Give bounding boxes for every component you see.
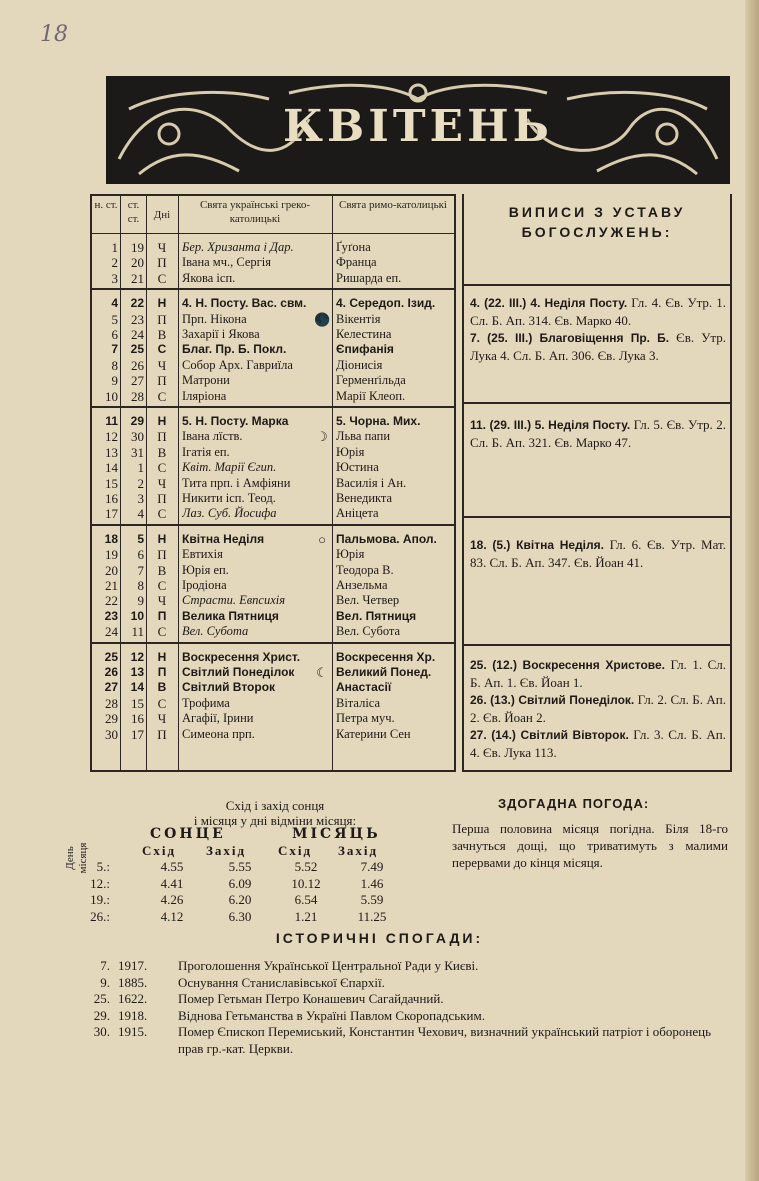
day-cell: 5.:	[96, 859, 110, 874]
rubric-block-2	[470, 416, 726, 451]
history-title: ІСТОРИЧНІ СПОГАДИ:	[275, 930, 484, 946]
greek-feast: Матрони	[182, 373, 230, 388]
sun-moon-title-line2: і місяця у дні відміни місяця:	[193, 813, 357, 828]
moon-rise-cell: 5.52	[294, 859, 318, 874]
day-of-week: С	[157, 506, 167, 522]
greek-feast: Прп. Нікона	[182, 311, 247, 326]
greek-feast: Якова ісп.	[182, 270, 236, 285]
day-new-style: 9	[111, 373, 118, 389]
day-new-style: 21	[105, 577, 118, 593]
day-new-style: 13	[105, 444, 118, 460]
rubrics-title	[464, 202, 730, 242]
day-new-style: 8	[111, 357, 118, 373]
sun-set-cell: 5.55	[228, 859, 252, 874]
sun-moon-title	[150, 798, 400, 828]
day-old-style: 10	[130, 608, 144, 623]
day-old-style: 22	[130, 296, 144, 311]
greek-feast: Іляріона	[182, 388, 227, 403]
calendar-row	[92, 271, 454, 286]
day-old-style: 17	[131, 726, 144, 742]
roman-feast: Ґуґона	[336, 240, 371, 254]
history-year: 1622.	[118, 991, 148, 1007]
roman-feast: Венедикта	[336, 491, 393, 505]
calendar-row	[92, 711, 454, 726]
rubric-lead: 11. (29. III.) 5. Неділя Посту.	[470, 418, 631, 432]
day-of-month-label: День місяця	[64, 842, 89, 874]
page-edge	[745, 0, 759, 1181]
month-banner	[106, 76, 730, 184]
moon-rise-heading: Схід	[278, 843, 313, 858]
greek-feast: Захарії і Якова	[182, 326, 260, 341]
rubric-text: Гл. 4. Єв. Утр. 1. Сл. Б. Ап. 314. Єв. Марко 40.	[470, 295, 726, 328]
day-old-style: 20	[131, 255, 144, 271]
sun-heading: СОНЦЕ	[150, 826, 226, 842]
day-of-week: С	[157, 460, 167, 476]
day-of-week: Ч	[157, 475, 167, 491]
calendar-week	[92, 236, 454, 290]
day-new-style: 7	[111, 342, 118, 357]
header-new-style: н. ст.	[94, 199, 118, 211]
roman-feast: Марії Клеоп.	[336, 388, 406, 403]
day-old-style: 6	[137, 547, 144, 563]
day-new-style: 28	[105, 695, 118, 711]
moon-phase-icon: ☽	[316, 429, 328, 445]
sun-set-cell: 6.30	[228, 908, 252, 924]
month-title: КВІТЕНЬ	[283, 101, 553, 152]
calendar-week	[92, 646, 454, 746]
sun-set-cell: 6.09	[228, 875, 252, 891]
roman-feast: Юрія	[336, 547, 365, 562]
day-old-style: 29	[130, 414, 144, 428]
greek-feast: Никити ісп. Теод.	[182, 491, 276, 505]
roman-feast: Юрія	[336, 444, 365, 459]
day-old-style: 28	[131, 388, 144, 404]
greek-feast: Евтихія	[182, 547, 223, 562]
roman-feast: Вел. Субота	[336, 624, 401, 639]
day-new-style: 11	[105, 414, 118, 428]
sun-rise-cell: 4.55	[160, 859, 184, 874]
sun-set-cell: 6.20	[228, 892, 252, 907]
day-cell: 26.:	[90, 908, 110, 924]
day-old-style: 1	[137, 460, 144, 476]
greek-feast: Агафії, Ірини	[182, 711, 254, 726]
sun-moon-row	[80, 859, 400, 875]
rubric-text: Гл. 2. Сл. Б. Ап. 2. Єв. Йоан 2.	[470, 692, 726, 725]
greek-feast: Світлий Понеділок	[182, 664, 295, 679]
greek-feast: Івана лїств.	[182, 429, 243, 444]
day-old-style: 30	[131, 429, 144, 445]
calendar-row	[92, 563, 454, 578]
day-new-style: 17	[105, 506, 118, 522]
rubric-lead: 26. (13.) Світлий Понеділок.	[470, 693, 635, 707]
day-old-style: 24	[131, 326, 144, 342]
roman-feast: Віталіса	[336, 695, 381, 710]
history-day: 9.	[100, 974, 110, 990]
sun-rise-cell: 4.41	[160, 875, 184, 891]
roman-feast: Франца	[336, 255, 377, 270]
day-of-week: Н	[157, 414, 167, 428]
day-of-week: П	[157, 429, 167, 445]
greek-feast: Велика Пятниця	[182, 608, 279, 623]
rubrics-title-line2: БОГОСЛУЖЕНЬ:	[521, 224, 673, 240]
day-of-week: В	[157, 444, 167, 460]
calendar-row	[92, 696, 454, 711]
sun-moon-row	[80, 892, 400, 908]
calendar-week	[92, 292, 454, 408]
day-new-style: 25	[104, 649, 118, 664]
greek-feast: Юрія еп.	[182, 562, 229, 577]
roman-feast: Воскресення Хр.	[336, 649, 436, 664]
sun-moon-title-line1: Схід і захід сонця	[225, 798, 325, 813]
day-new-style: 15	[105, 475, 118, 491]
history-day: 7.	[100, 958, 110, 973]
moon-set-cell: 5.59	[360, 892, 384, 907]
header-old-style: ст. ст.	[127, 199, 140, 225]
moon-set-cell: 7.49	[360, 859, 384, 874]
day-of-week: Н	[157, 531, 167, 546]
weather-title: ЗДОГАДНА ПОГОДА:	[498, 796, 650, 811]
history-text: Віднова Гетьманства в Україні Павлом Скоропадським.	[178, 1007, 485, 1023]
day-old-style: 14	[130, 680, 144, 695]
day-new-style: 29	[105, 711, 118, 727]
page-number: 18	[40, 22, 68, 47]
history-year: 1885.	[118, 974, 148, 990]
calendar-row	[92, 240, 454, 255]
day-of-week: С	[157, 577, 167, 593]
history-text: Проголошення Української Центральної Ради у Києві.	[178, 958, 479, 973]
moon-set-heading: Захід	[338, 843, 379, 858]
rubric-text: Гл. 6. Єв. Утр. Мат. 83. Сл. Б. Ап. 347. Єв. Йоан 41.	[470, 537, 726, 570]
sun-rise-heading: Схід	[142, 843, 177, 858]
calendar-row	[92, 327, 454, 342]
day-of-week: В	[157, 680, 167, 695]
history-year: 1918.	[118, 1007, 148, 1023]
rubric-lead: 25. (12.) Воскресення Христове.	[470, 658, 666, 672]
day-new-style: 1	[111, 240, 118, 255]
calendar-row	[92, 547, 454, 562]
calendar-row	[92, 373, 454, 388]
sun-moon-row	[80, 876, 400, 892]
roman-feast: Аніцета	[336, 506, 379, 521]
roman-feast: Василія і Ан.	[336, 475, 407, 490]
calendar-row	[92, 429, 454, 444]
rubric-block-3	[470, 536, 726, 571]
history-year: 1917.	[118, 958, 148, 973]
calendar-row	[92, 358, 454, 373]
sun-rise-cell: 4.12	[160, 908, 184, 924]
greek-feast: Ігатія еп.	[182, 444, 230, 459]
day-of-week: Ч	[157, 357, 167, 373]
history-year: 1915.	[118, 1024, 148, 1040]
day-of-week: С	[157, 270, 167, 286]
calendar-row	[92, 476, 454, 491]
day-of-week: П	[157, 547, 167, 563]
header-roman: Свята римо-католицькі	[338, 199, 447, 211]
greek-feast: Бер. Хризанта і Дар.	[182, 240, 294, 254]
calendar-row	[92, 296, 454, 311]
day-old-style: 12	[130, 649, 144, 664]
day-of-week: П	[157, 255, 167, 271]
day-of-week: Н	[157, 649, 167, 664]
day-of-week: Ч	[157, 593, 167, 609]
day-new-style: 24	[105, 624, 118, 640]
moon-rise-cell: 1.21	[294, 908, 318, 924]
sun-rise-cell: 4.26	[160, 892, 184, 907]
day-of-week: П	[157, 491, 167, 506]
day-new-style: 12	[105, 429, 118, 445]
greek-feast: Трофима	[182, 695, 230, 710]
rubric-block-1	[470, 294, 726, 364]
day-new-style: 27	[104, 680, 118, 695]
day-old-style: 16	[131, 711, 144, 727]
calendar-row	[92, 665, 454, 680]
moon-phase-icon: ☾	[316, 664, 328, 680]
roman-feast: Вел. Пятниця	[336, 608, 417, 623]
calendar-row	[92, 727, 454, 742]
day-of-week: С	[157, 342, 167, 357]
day-old-style: 15	[131, 695, 144, 711]
roman-feast: Анастасії	[336, 680, 392, 695]
day-new-style: 19	[105, 547, 118, 563]
day-old-style: 3	[137, 491, 144, 506]
calendar-row	[92, 312, 454, 327]
moon-rise-cell: 10.12	[291, 875, 321, 891]
day-old-style: 26	[131, 357, 144, 373]
roman-feast: Герменґільда	[336, 373, 406, 388]
day-new-style: 30	[105, 726, 118, 742]
greek-feast: Собор Арх. Гавриїла	[182, 357, 293, 372]
roman-feast: Петра муч.	[336, 711, 395, 726]
rubric-block-4	[470, 656, 726, 761]
calendar-row	[92, 532, 454, 547]
greek-feast: Квітна Неділя	[182, 531, 265, 546]
day-of-week: В	[157, 562, 167, 578]
calendar-row	[92, 460, 454, 475]
calendar-row	[92, 445, 454, 460]
day-old-style: 13	[130, 664, 144, 679]
greek-feast: Симеона прп.	[182, 726, 255, 741]
calendar-row	[92, 342, 454, 357]
day-old-style: 7	[137, 562, 144, 578]
calendar-row	[92, 389, 454, 404]
calendar-row	[92, 593, 454, 608]
day-of-week: П	[157, 311, 167, 327]
roman-feast: Анзельма	[336, 577, 388, 592]
greek-feast: 4. Н. Посту. Вас. свм.	[182, 296, 307, 311]
moon-heading: МІСЯЦЬ	[292, 826, 381, 842]
sun-set-heading: Захід	[206, 843, 247, 858]
moon-rise-cell: 6.54	[294, 892, 318, 907]
sun-moon-row	[80, 909, 400, 925]
day-of-week: Ч	[157, 240, 167, 255]
header-days: Дні	[153, 209, 171, 221]
day-of-week: С	[157, 388, 167, 404]
day-old-style: 23	[131, 311, 144, 327]
day-old-style: 21	[131, 270, 144, 286]
roman-feast: Великий Понед.	[336, 664, 432, 679]
day-of-week: Ч	[157, 711, 167, 727]
day-old-style: 2	[137, 475, 144, 491]
history-day: 25.	[93, 991, 110, 1007]
rubrics-title-line1: ВИПИСИ З УСТАВУ	[508, 204, 686, 220]
rubric-text: Гл. 3. Сл. Б. Ап. 4. Єв. Лука 113.	[470, 727, 726, 760]
greek-feast: Благ. Пр. Б. Покл.	[182, 342, 287, 357]
roman-feast: Вел. Четвер	[336, 593, 400, 608]
greek-feast: Світлий Второк	[182, 680, 276, 695]
rubric-lead: 7. (25. III.) Благовіщення Пр. Б.	[470, 331, 670, 345]
day-of-week: С	[157, 695, 167, 711]
day-new-style: 20	[105, 562, 118, 578]
roman-feast: Пальмова. Апол.	[336, 531, 437, 546]
day-new-style: 16	[105, 491, 118, 506]
header-greek: Свята українські греко-католицькі	[199, 199, 311, 225]
day-old-style: 31	[131, 444, 144, 460]
rubric-lead: 18. (5.) Квітна Неділя.	[470, 538, 604, 552]
greek-feast: Лаз. Суб. Йосифа	[182, 506, 277, 521]
history-text: Помер Єпископ Перемиський, Константин Чехович, визначний український патріот і оборонець прав гр.-кат. Церкви.	[178, 1024, 712, 1056]
roman-feast: 5. Чорна. Мих.	[336, 414, 421, 428]
moon-phase-icon: ○	[318, 531, 326, 547]
rubric-text: Гл. 1. Сл. Б. Ап. 1. Єв. Йоан 1.	[470, 657, 726, 690]
day-cell: 12.:	[90, 875, 110, 891]
day-old-style: 8	[137, 577, 144, 593]
roman-feast: Келестина	[336, 326, 392, 341]
day-old-style: 11	[131, 624, 144, 640]
greek-feast: 5. Н. Посту. Марка	[182, 414, 289, 428]
day-old-style: 25	[130, 342, 144, 357]
moon-set-cell: 11.25	[357, 908, 387, 924]
weather-text: Перша половина місяця погідна. Біля 18-го зачнуться дощі, що триватимуть з малими перервами до кінця місяця.	[452, 821, 728, 870]
greek-feast: Тита прп. і Амфіяни	[182, 475, 291, 490]
roman-feast: Вікентія	[336, 311, 381, 326]
calendar-row	[92, 650, 454, 665]
calendar-row	[92, 491, 454, 506]
moon-set-cell: 1.46	[360, 875, 384, 891]
day-new-style: 10	[105, 388, 118, 404]
moon-phase-icon: 🌑	[314, 311, 331, 327]
calendar-row	[92, 609, 454, 624]
day-new-style: 18	[104, 531, 118, 546]
roman-feast: Юстина	[336, 460, 379, 475]
day-cell: 19.:	[90, 892, 110, 907]
rubric-text: Гл. 5. Єв. Утр. 2. Сл. Б. Ап. 321. Єв. Марко 47.	[470, 417, 726, 450]
calendar-row	[92, 578, 454, 593]
calendar-row	[92, 680, 454, 695]
history-text: Помер Гетьман Петро Конашевич Сагайдачний.	[178, 991, 444, 1007]
day-new-style: 23	[104, 608, 118, 623]
roman-feast: Діонисія	[336, 357, 383, 372]
day-of-week: П	[157, 664, 167, 679]
greek-feast: Квіт. Марії Єгип.	[182, 460, 277, 475]
calendar-table	[90, 194, 456, 772]
calendar-row	[92, 414, 454, 429]
history-day: 30.	[93, 1024, 110, 1040]
rubric-text: Єв. Утр. Лука 4. Сл. Б. Ап. 306. Єв. Лука 3.	[470, 330, 726, 363]
day-of-week: Н	[157, 296, 167, 311]
day-new-style: 26	[104, 664, 118, 679]
day-old-style: 27	[131, 373, 144, 389]
calendar-row	[92, 624, 454, 639]
calendar-week	[92, 410, 454, 526]
roman-feast: Льва папи	[336, 429, 391, 444]
day-new-style: 5	[111, 311, 118, 327]
history-text: Оснування Станиславівської Єпархії.	[178, 974, 385, 990]
day-of-week: В	[157, 326, 167, 342]
day-new-style: 14	[105, 460, 118, 476]
day-new-style: 22	[105, 593, 118, 609]
rubric-lead: 27. (14.) Світлий Вівторок.	[470, 728, 629, 742]
day-new-style: 4	[111, 296, 118, 311]
day-of-week: П	[157, 726, 167, 742]
calendar-week	[92, 528, 454, 644]
rubrics-panel	[462, 194, 732, 772]
day-new-style: 2	[111, 255, 118, 271]
calendar-row	[92, 506, 454, 521]
greek-feast: Вел. Субота	[182, 624, 249, 639]
day-old-style: 9	[137, 593, 144, 609]
roman-feast: Катерини Сен	[336, 726, 411, 741]
roman-feast: Ришарда еп.	[336, 270, 402, 285]
day-old-style: 5	[137, 531, 144, 546]
greek-feast: Івана мч., Сергія	[182, 255, 272, 270]
greek-feast: Воскресення Христ.	[182, 649, 301, 664]
day-new-style: 3	[111, 270, 118, 286]
rubric-lead: 4. (22. III.) 4. Неділя Посту.	[470, 296, 628, 310]
roman-feast: Єпифанія	[336, 342, 394, 357]
day-of-week: П	[157, 608, 167, 623]
calendar-row	[92, 255, 454, 270]
day-old-style: 19	[131, 240, 144, 255]
day-old-style: 4	[137, 506, 144, 522]
day-of-week: П	[157, 373, 167, 389]
day-new-style: 6	[111, 326, 118, 342]
greek-feast: Іродіона	[182, 577, 227, 592]
greek-feast: Страсти. Евпсихія	[182, 593, 286, 608]
day-of-week: С	[157, 624, 167, 640]
roman-feast: 4. Середоп. Ізид.	[336, 296, 436, 311]
history-day: 29.	[93, 1007, 110, 1023]
roman-feast: Теодора В.	[336, 562, 394, 577]
